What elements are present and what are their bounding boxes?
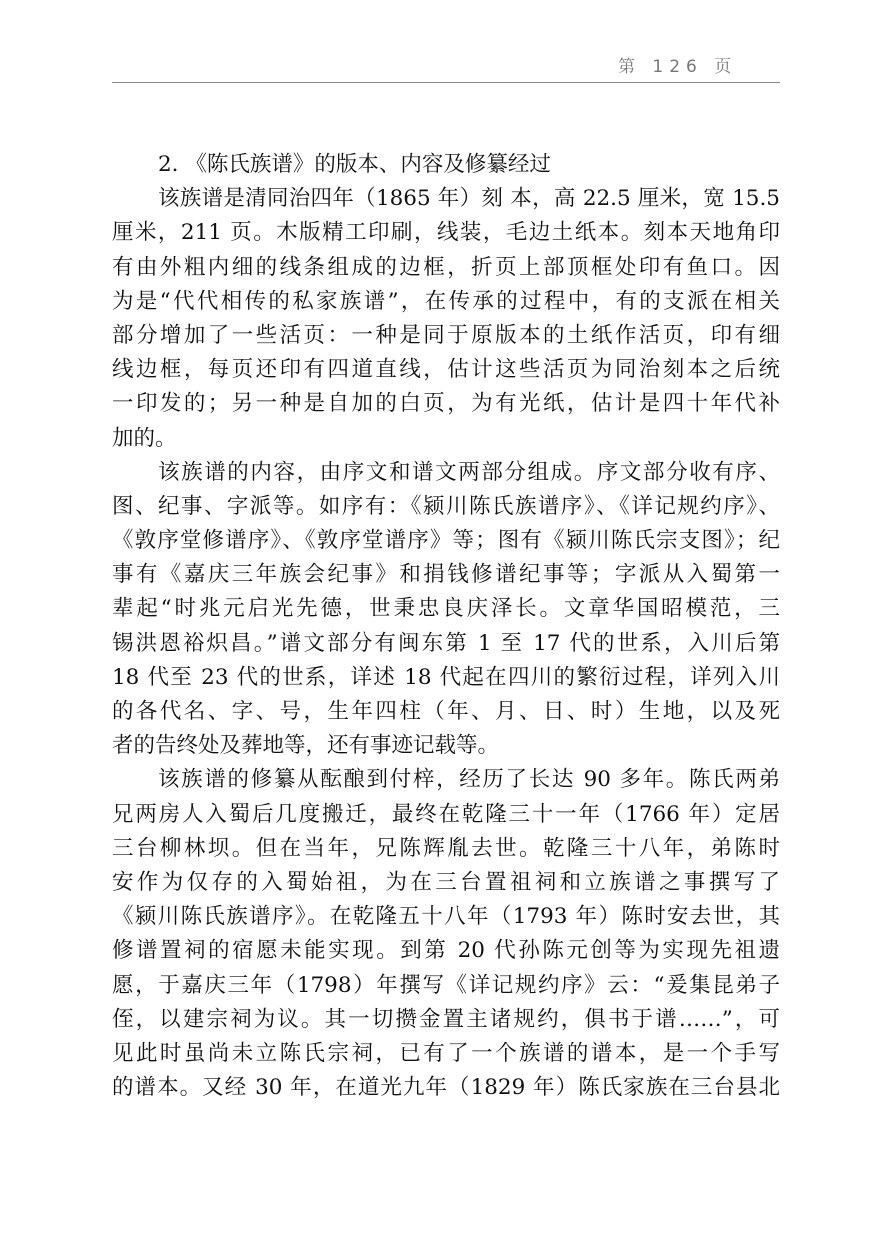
paragraph-line: 部分增加了一些活页：一种是同于原版本的土纸作活页，印有细: [112, 322, 780, 348]
paragraph-line: 有由外粗内细的线条组成的边框，折页上部顶框处印有鱼口。因: [112, 254, 780, 280]
paragraph-line: 18 代至 23 代的世系，详述 18 代起在四川的繁衍过程，详列入川: [112, 664, 780, 690]
paragraph-line: 事有《嘉庆三年族会纪事》和捐钱修谱纪事等；字派从入蜀第一: [112, 562, 780, 588]
paragraph-edition: [112, 182, 780, 456]
paragraph-line: 《颍川陈氏族谱序》。在乾隆五十八年（1793 年）陈时安去世，其: [112, 904, 780, 930]
paragraph-line: 该族谱是清同治四年（1865 年）刻 本，高 22.5 厘米，宽 15.5: [158, 186, 780, 212]
paragraph-line: 该族谱的修纂从酝酿到付梓，经历了长达 90 多年。陈氏两弟: [158, 767, 780, 793]
paragraph-line: 三台柳林坝。但在当年，兄陈辉胤去世。乾隆三十八年，弟陈时: [112, 835, 780, 861]
paragraph-line: 辈起“时兆元启光先德，世秉忠良庆泽长。文章华国昭模范，三: [112, 596, 780, 622]
section-title: 2. 《陈氏族谱》的版本、内容及修纂经过: [158, 152, 551, 177]
paragraph-line: 的各代名、字、号，生年四柱（年、月、日、时）生地，以及死: [112, 699, 780, 724]
paragraph-line: 见此时虽尚未立陈氏宗祠，已有了一个族谱的谱本，是一个手写: [112, 1040, 780, 1066]
paragraph-line: 为是“代代相传的私家族谱”，在传承的过程中，有的支派在相关: [112, 288, 780, 314]
paragraph-line: 《敦序堂修谱序》、《敦序堂谱序》等；图有《颍川陈氏宗支图》；纪: [112, 528, 780, 554]
paragraph-line: 加的。: [112, 425, 177, 451]
page-number-label: 第 126 页: [618, 57, 738, 77]
paragraph-line: 锡洪恩裕炽昌。”谱文部分有闽东第 1 至 17 代的世系，入川后第: [112, 630, 780, 656]
paragraph-line: 一印发的；另一种是自加的白页，为有光纸，估计是四十年代补: [112, 391, 780, 417]
paragraph-line: 的谱本。又经 30 年，在道光九年（1829 年）陈氏家族在三台县北: [112, 1075, 780, 1101]
paragraph-compilation: [112, 763, 780, 1105]
paragraph-line: 安作为仅存的入蜀始祖，为在三台置祖祠和立族谱之事撰写了: [112, 869, 780, 895]
paragraph-line: 侄，以建宗祠为议。其一切攒金置主诸规约，俱书于谱……”，可: [112, 1006, 780, 1032]
paragraph-line: 愿，于嘉庆三年（1798）年撰写《详记规约序》云：“爰集昆弟子: [112, 972, 780, 998]
paragraph-line: 兄两房人入蜀后几度搬迁，最终在乾隆三十一年（1766 年）定居: [112, 801, 780, 827]
paragraph-line: 线边框，每页还印有四道直线，估计这些活页为同治刻本之后统: [112, 357, 780, 383]
paragraph-line: 修谱置祠的宿愿未能实现。到第 20 代孙陈元创等为实现先祖遗: [112, 938, 780, 964]
paragraph-line: 厘米，211 页。木版精工印刷，线装，毛边土纸本。刻本天地角印: [112, 220, 780, 246]
paragraph-content: [112, 456, 780, 764]
paragraph-line: 图、纪事、字派等。如序有：《颍川陈氏族谱序》、《详记规约序》、: [112, 493, 780, 519]
paragraph-line: 该族谱的内容，由序文和谱文两部分组成。序文部分收有序、: [158, 459, 780, 485]
document-body: [112, 148, 780, 1105]
paragraph-line: 者的告终处及葬地等，还有事迹记载等。: [112, 733, 500, 759]
header-divider: [112, 82, 780, 83]
